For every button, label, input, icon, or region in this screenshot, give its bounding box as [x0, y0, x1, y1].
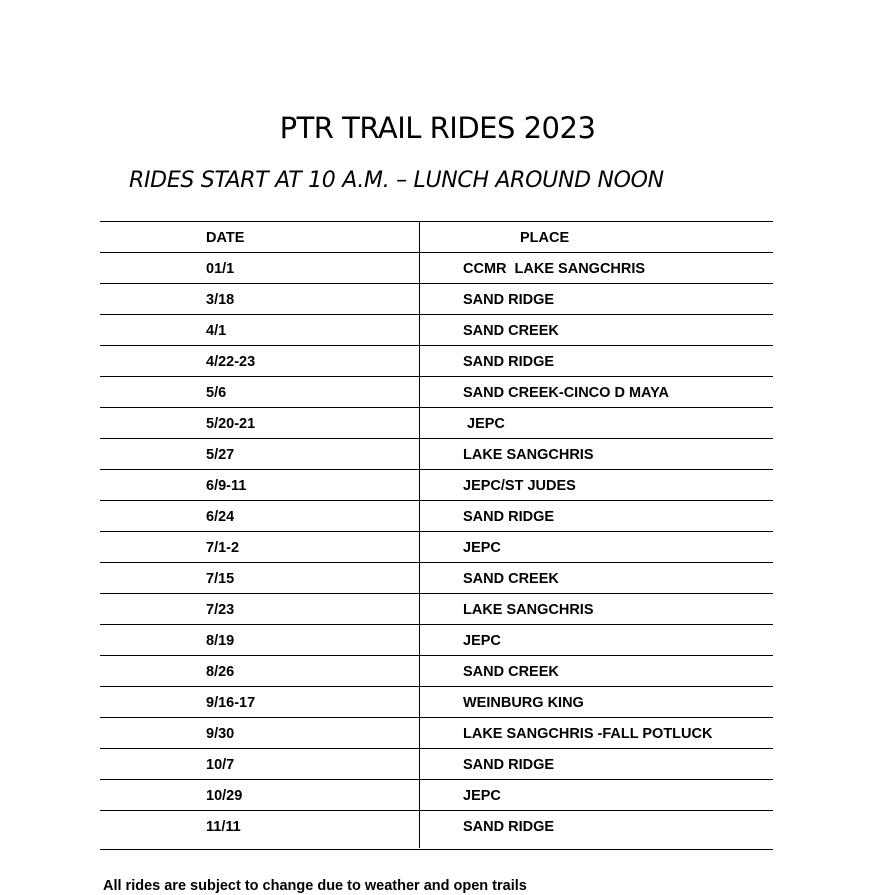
table-row: [100, 749, 773, 780]
ride-place: JEPC: [463, 788, 501, 804]
ride-place: LAKE SANGCHRIS: [463, 447, 594, 463]
table-row: [100, 346, 773, 377]
ride-date: 9/16-17: [206, 695, 256, 711]
page-title: PTR TRAIL RIDES 2023: [279, 111, 596, 145]
ride-date: 01/1: [206, 261, 235, 277]
ride-date: 4/22-23: [206, 354, 256, 370]
subtitle: RIDES START AT 10 A.M. – LUNCH AROUND NOON: [129, 168, 664, 193]
table-row: [100, 656, 773, 687]
ride-place: LAKE SANGCHRIS -FALL POTLUCK: [463, 726, 713, 742]
ride-schedule-table: [100, 221, 773, 843]
ride-date: 7/1-2: [206, 540, 240, 556]
ride-place: SAND RIDGE: [463, 292, 555, 308]
footnote: All rides are subject to change due to weather and open trails: [103, 878, 527, 894]
table-row: [100, 625, 773, 656]
table-header-row: [100, 221, 773, 253]
ride-place: JEPC: [463, 540, 501, 556]
table-row: [100, 532, 773, 563]
table-row: [100, 594, 773, 625]
ride-date: 3/18: [206, 292, 235, 308]
ride-date: 10/29: [206, 788, 243, 804]
ride-place: SAND CREEK: [463, 664, 559, 680]
table-row: [100, 780, 773, 811]
ride-date: 4/1: [206, 323, 227, 339]
bottom-rule: [100, 849, 773, 850]
table-row: [100, 811, 773, 843]
ride-place: SAND CREEK: [463, 323, 559, 339]
ride-date: 6/9-11: [206, 478, 247, 494]
ride-date: 8/26: [206, 664, 235, 680]
place-column-header: PLACE: [520, 230, 570, 246]
ride-place: JEPC: [463, 416, 505, 432]
ride-date: 7/15: [206, 571, 235, 587]
ride-place: SAND RIDGE: [463, 819, 555, 835]
ride-place: SAND RIDGE: [463, 354, 555, 370]
ride-date: 9/30: [206, 726, 235, 742]
ride-date: 10/7: [206, 757, 235, 773]
table-row: [100, 253, 773, 284]
table-row: [100, 377, 773, 408]
ride-place: SAND CREEK: [463, 571, 559, 587]
table-row: [100, 718, 773, 749]
ride-date: 5/27: [206, 447, 235, 463]
ride-date: 11/11: [206, 819, 241, 835]
table-row: [100, 563, 773, 594]
ride-date: 7/23: [206, 602, 235, 618]
table-row: [100, 501, 773, 532]
table-row: [100, 408, 773, 439]
table-row: [100, 687, 773, 718]
ride-place: LAKE SANGCHRIS: [463, 602, 594, 618]
ride-place: WEINBURG KING: [463, 695, 584, 711]
ride-place: CCMR LAKE SANGCHRIS: [463, 261, 646, 277]
table-row: [100, 315, 773, 346]
ride-place: SAND CREEK-CINCO D MAYA: [463, 385, 669, 401]
ride-place: SAND RIDGE: [463, 757, 555, 773]
ride-date: 5/20-21: [206, 416, 256, 432]
table-row: [100, 470, 773, 501]
table-row: [100, 439, 773, 470]
ride-date: 8/19: [206, 633, 235, 649]
ride-place: JEPC: [463, 633, 501, 649]
ride-place: SAND RIDGE: [463, 509, 555, 525]
ride-date: 5/6: [206, 385, 227, 401]
ride-date: 6/24: [206, 509, 235, 525]
date-column-header: DATE: [206, 230, 245, 246]
table-body: [100, 253, 773, 843]
ride-place: JEPC/ST JUDES: [463, 478, 576, 494]
table-row: [100, 284, 773, 315]
